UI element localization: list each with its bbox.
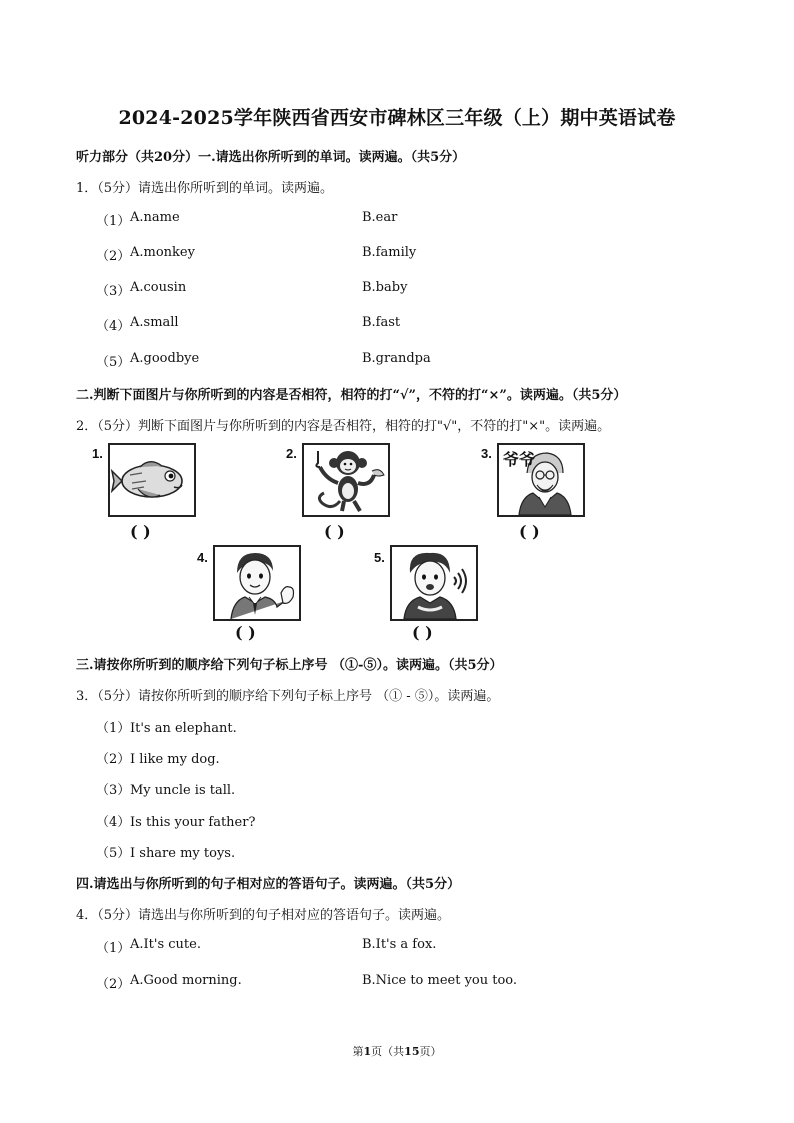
picture-item-2: [286, 443, 396, 543]
option-a: A.name: [130, 210, 180, 225]
picture-number: 4.: [197, 550, 208, 565]
answer-blank[interactable]: ( ): [235, 623, 256, 642]
section-2-heading: 二.判断下面图片与你所听到的内容是否相符，相符的打“√”，不符的打“×”。读两遍。（共5分）: [76, 388, 627, 403]
q1-option-row: [96, 315, 696, 333]
q4-option-row: [96, 973, 696, 991]
item-text: My uncle is tall.: [130, 783, 236, 798]
item-number: （2）: [96, 752, 131, 767]
answer-blank[interactable]: ( ): [412, 623, 433, 642]
item-text: Is this your father?: [130, 815, 256, 830]
answer-blank[interactable]: ( ): [324, 522, 345, 541]
q1-option-row: [96, 210, 696, 228]
question-3-stem: 3．（5分）请按你所听到的顺序给下列句子标上序号 （① - ⑤）。读两遍。: [76, 689, 500, 704]
q3-sentence-item: [96, 779, 235, 798]
q3-sentence-item: [96, 717, 237, 736]
option-number: （2）: [96, 977, 131, 992]
picture-number: 5.: [374, 550, 385, 565]
monkey-icon: [304, 445, 388, 515]
page-number: 1: [363, 1045, 372, 1058]
answer-blank[interactable]: ( ): [519, 522, 540, 541]
option-a: A.small: [130, 315, 179, 330]
fish-picture: [108, 443, 196, 517]
monkey-picture: [302, 443, 390, 517]
picture-item-1: [92, 443, 202, 543]
footer-suffix: 页）: [419, 1045, 442, 1058]
q1-option-row: [96, 351, 696, 369]
grandpa-picture: [497, 443, 585, 517]
item-text: I like my dog.: [130, 752, 220, 767]
picture-item-5: [374, 545, 484, 645]
option-number: （1）: [96, 941, 131, 956]
item-number: （4）: [96, 815, 131, 830]
section-4-heading: 四.请选出与你所听到的句子相对应的答语句子。读两遍。（共5分）: [76, 877, 461, 892]
option-number: （1）: [96, 214, 131, 229]
boy-waving-picture: [213, 545, 301, 621]
q3-sentence-item: [96, 748, 220, 767]
q4-option-row: [96, 937, 696, 955]
option-number: （2）: [96, 249, 131, 264]
picture-number: 2.: [286, 446, 297, 461]
option-a: A.goodbye: [130, 351, 200, 366]
option-number: （4）: [96, 319, 131, 334]
picture-number: 1.: [92, 446, 103, 461]
item-text: It's an elephant.: [130, 721, 237, 736]
option-a: A.monkey: [130, 245, 195, 260]
footer-prefix: 第: [352, 1045, 364, 1058]
picture-item-3: [481, 443, 591, 543]
question-4-stem: 4．（5分）请选出与你所听到的句子相对应的答语句子。读两遍。: [76, 908, 451, 923]
boy-speaking-picture: [390, 545, 478, 621]
option-b: B.grandpa: [362, 351, 431, 366]
section-3-heading: 三.请按你所听到的顺序给下列句子标上序号 （①-⑤）。读两遍。（共5分）: [76, 658, 503, 673]
option-b: B.It's a fox.: [362, 937, 437, 952]
option-b: B.baby: [362, 280, 408, 295]
picture-number: 3.: [481, 446, 492, 461]
question-1-stem: 1．（5分）请选出你所听到的单词。读两遍。: [76, 181, 334, 196]
q1-option-row: [96, 280, 696, 298]
option-a: A.Good morning.: [130, 973, 242, 988]
footer-middle: 页（共: [371, 1045, 405, 1058]
option-b: B.fast: [362, 315, 401, 330]
item-text: I share my toys.: [130, 846, 236, 861]
option-b: B.Nice to meet you too.: [362, 973, 518, 988]
answer-blank[interactable]: ( ): [130, 522, 151, 541]
option-b: B.family: [362, 245, 417, 260]
option-a: A.cousin: [130, 280, 187, 295]
question-2-stem: 2．（5分）判断下面图片与你所听到的内容是否相符，相符的打"√"，不符的打"×"。读两遍。: [76, 419, 611, 434]
option-a: A.It's cute.: [130, 937, 201, 952]
boy-waving-icon: [215, 547, 299, 619]
page-title: 2024-2025学年陕西省西安市碑林区三年级（上）期中英语试卷: [118, 107, 676, 129]
option-number: （3）: [96, 284, 131, 299]
q3-sentence-item: [96, 811, 255, 830]
picture-item-4: [197, 545, 307, 645]
q1-option-row: [96, 245, 696, 263]
boy-speaking-icon: [392, 547, 476, 619]
item-number: （1）: [96, 721, 131, 736]
total-pages: 15: [404, 1045, 420, 1058]
picture-caption: 爷爷: [503, 450, 536, 469]
item-number: （5）: [96, 846, 131, 861]
item-number: （3）: [96, 783, 131, 798]
option-number: （5）: [96, 355, 131, 370]
page-footer: [0, 1043, 794, 1059]
section-1-heading: 听力部分（共20分）一.请选出你所听到的单词。读两遍。（共5分）: [76, 150, 466, 165]
fish-icon: [110, 445, 194, 515]
q3-sentence-item: [96, 842, 235, 861]
option-b: B.ear: [362, 210, 398, 225]
